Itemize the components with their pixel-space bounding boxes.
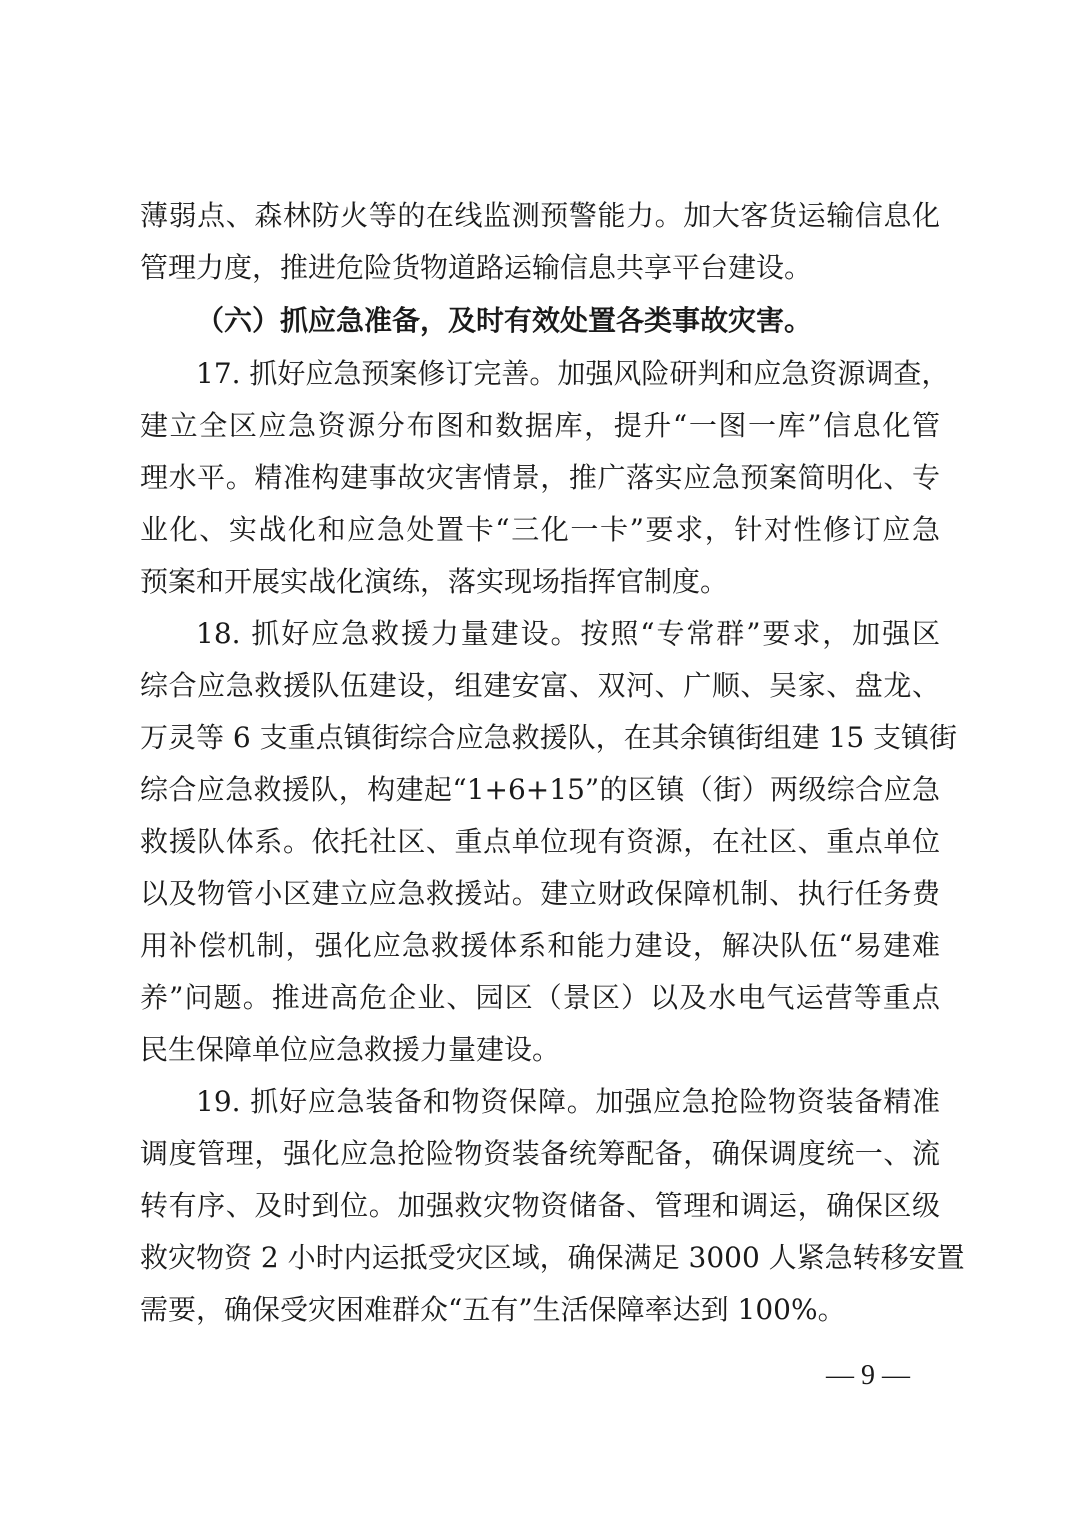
text-line: 救援队体系。依托社区、重点单位现有资源，在社区、重点单位 [140,825,940,858]
text-line: 用补偿机制，强化应急救援体系和能力建设，解决队伍“易建难 [140,929,940,962]
text-line: 综合应急救援队伍建设，组建安富、双河、广顺、吴家、盘龙、 [140,669,940,702]
text-line: 转有序、及时到位。加强救灾物资储备、管理和调运，确保区级 [140,1189,940,1222]
section-heading: （六）抓应急准备，及时有效处置各类事故灾害。 [196,304,813,337]
text-line: 薄弱点、森林防火等的在线监测预警能力。加大客货运输信息化 [140,199,940,232]
text-line: 养”问题。推进高危企业、园区（景区）以及水电气运营等重点 [140,981,940,1014]
text-line: 民生保障单位应急救援力量建设。 [140,1033,561,1066]
text-line: 万灵等 6 支重点镇街综合应急救援队，在其余镇街组建 15 支镇街 [140,721,958,754]
text-line: 以及物管小区建立应急救援站。建立财政保障机制、执行任务费 [140,877,940,910]
text-line: 预案和开展实战化演练，落实现场指挥官制度。 [140,565,729,598]
text-line: 需要，确保受灾困难群众“五有”生活保障率达到 100%。 [140,1293,846,1326]
text-line: 理水平。精准构建事故灾害情景，推广落实应急预案简明化、专 [140,461,940,494]
text-line: 救灾物资 2 小时内运抵受灾区域，确保满足 3000 人紧急转移安置 [140,1241,965,1274]
text-line: 综合应急救援队，构建起“1+6+15”的区镇（街）两级综合应急 [140,773,940,806]
text-line: 17. 抓好应急预案修订完善。加强风险研判和应急资源调查， [196,357,950,390]
text-line: 19. 抓好应急装备和物资保障。加强应急抢险物资装备精准 [196,1085,940,1118]
text-line: 管理力度，推进危险货物道路运输信息共享平台建设。 [140,251,813,284]
text-line: 建立全区应急资源分布图和数据库，提升“一图一库”信息化管 [140,409,940,442]
text-line: 调度管理，强化应急抢险物资装备统筹配备，确保调度统一、流 [140,1137,940,1170]
text-line: 业化、实战化和应急处置卡“三化一卡”要求，针对性修订应急 [140,513,940,546]
page-number: — 9 — [826,1360,910,1391]
text-line: 18. 抓好应急救援力量建设。按照“专常群”要求，加强区 [196,617,940,650]
